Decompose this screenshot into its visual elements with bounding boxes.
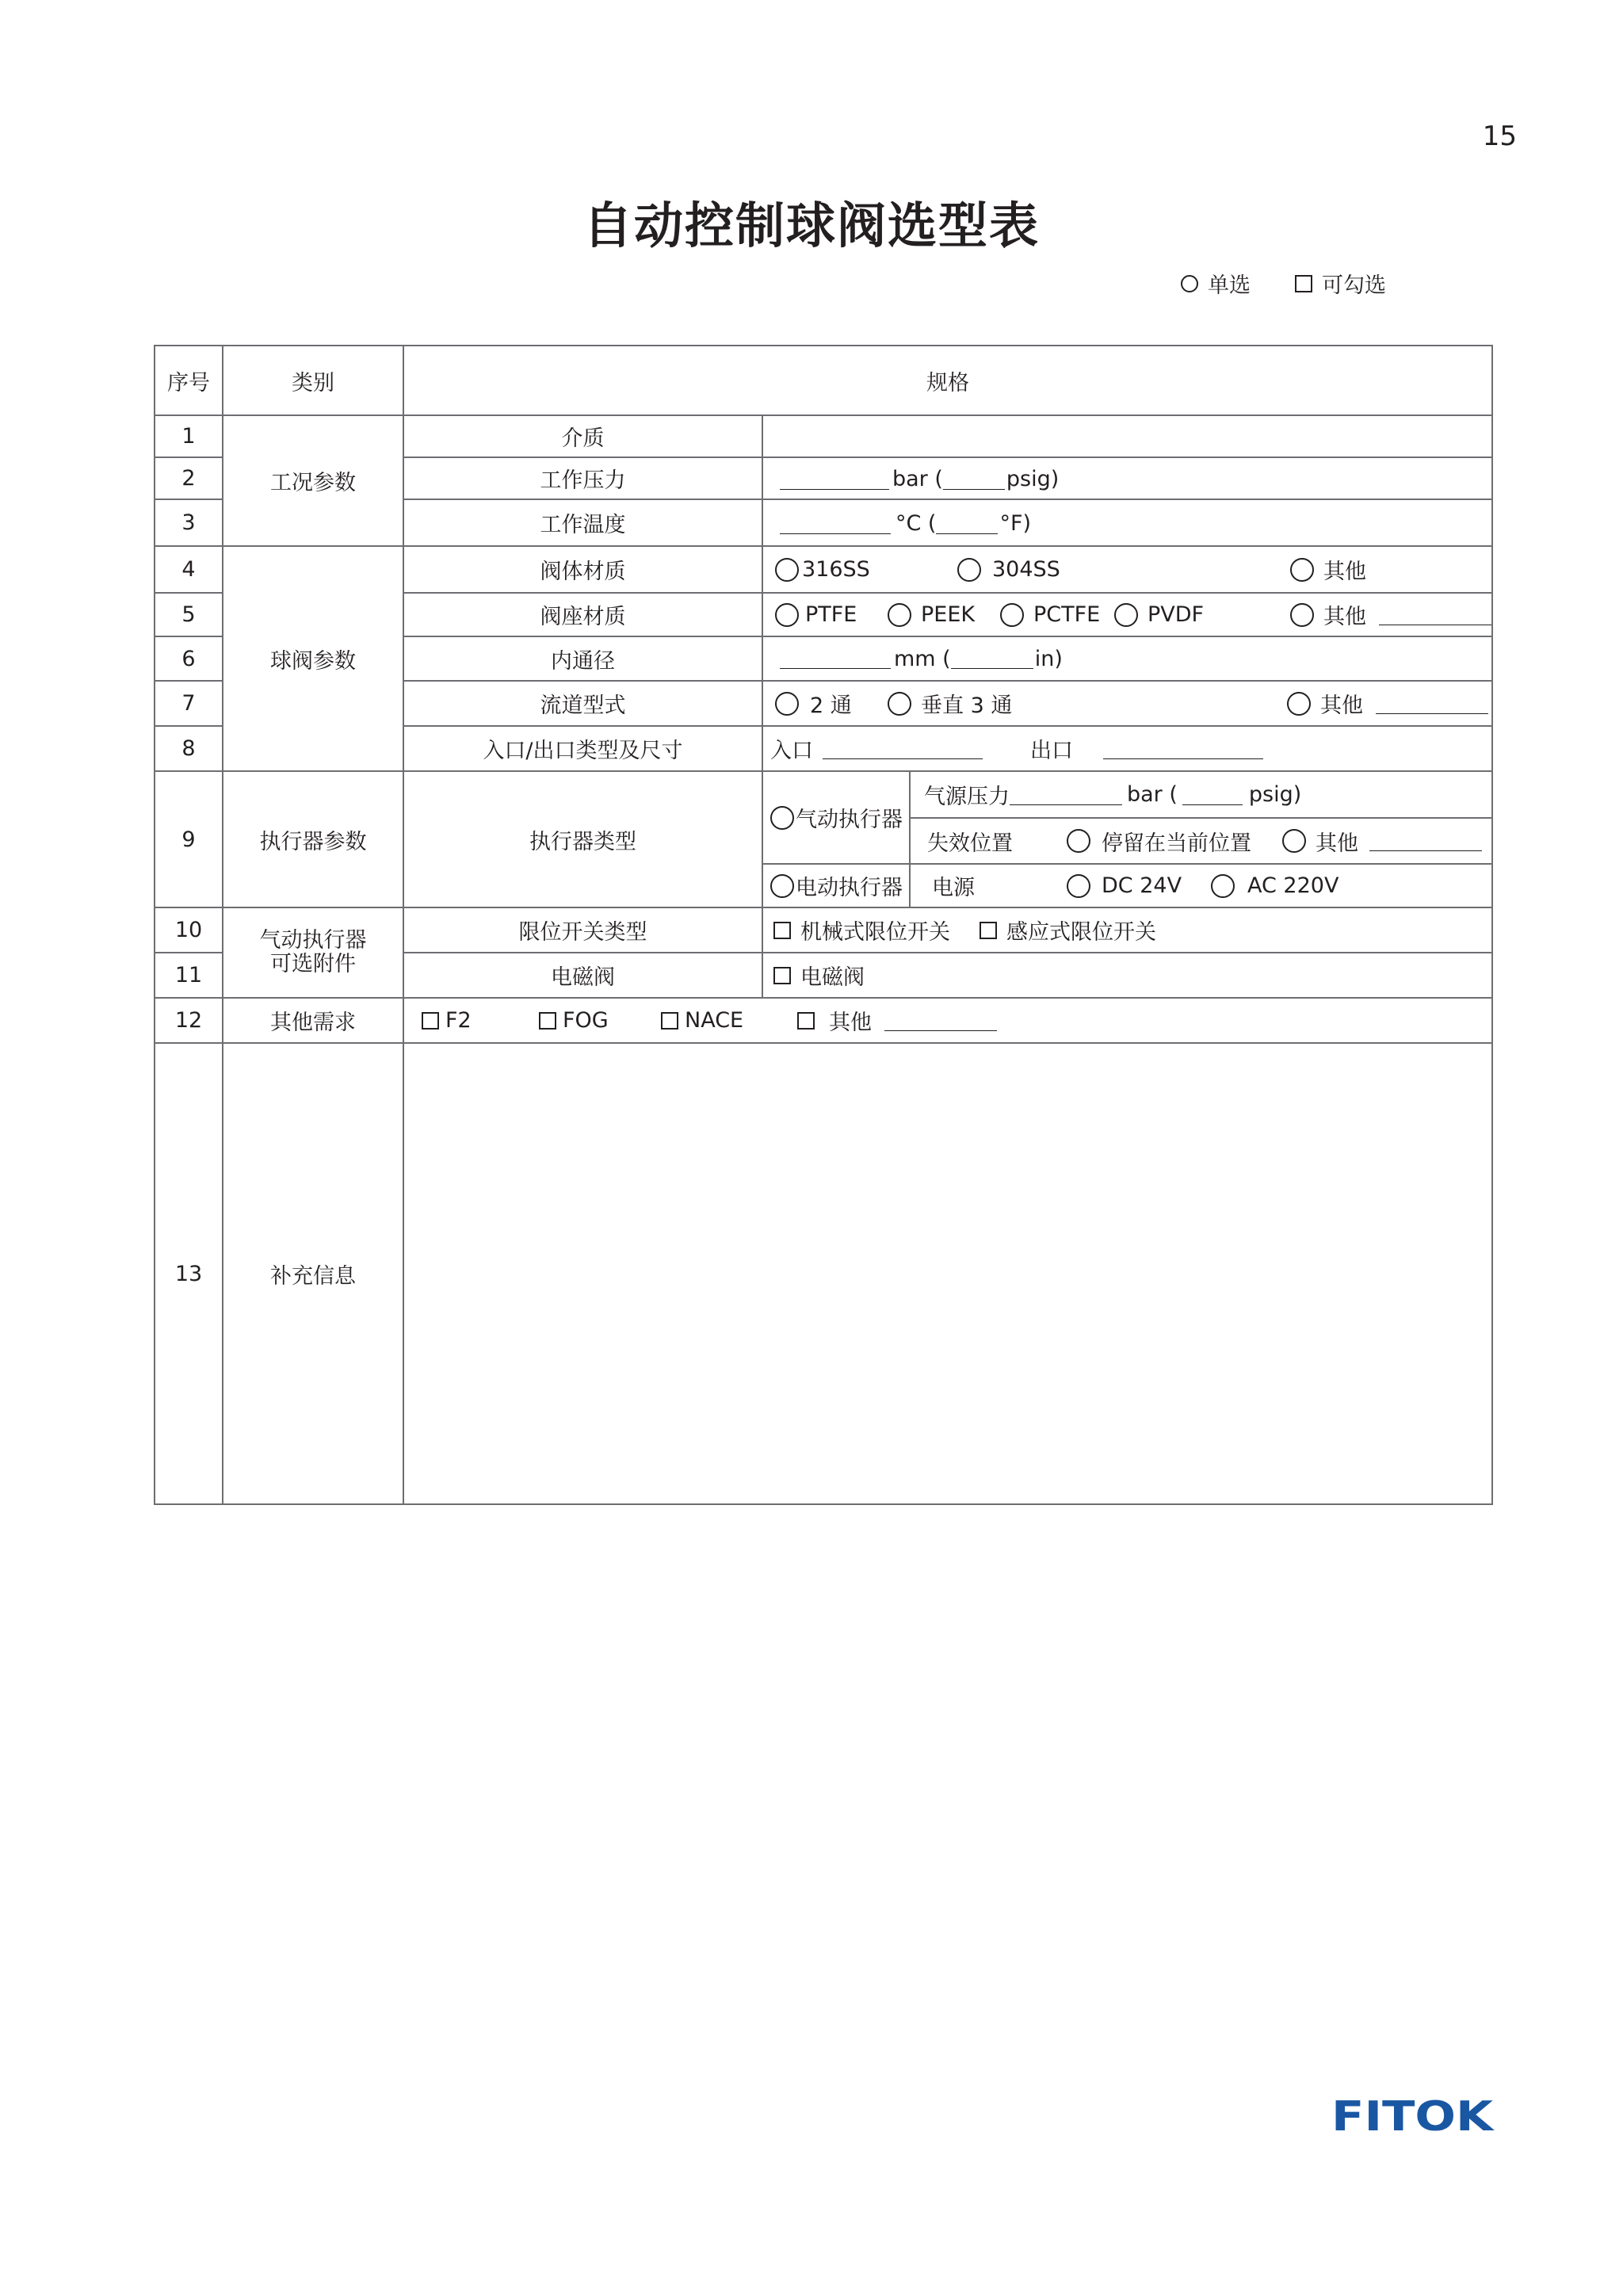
seq-1: 1 (181, 424, 196, 449)
radio-icon[interactable] (1287, 692, 1311, 716)
seat-other-label: 其他 (1323, 605, 1366, 629)
seq-4: 4 (181, 557, 196, 582)
pressure-field (780, 460, 1059, 499)
radio-icon (1181, 275, 1198, 292)
radio-icon[interactable] (1067, 829, 1090, 853)
flow-other-label: 其他 (1320, 693, 1363, 718)
body-304ss-option[interactable] (957, 547, 1060, 592)
limit-inductive-label: 感应式限位开关 (1006, 920, 1156, 945)
seq-3: 3 (181, 510, 196, 535)
air-pressure-field (924, 772, 1301, 817)
fail-other-input[interactable] (1369, 831, 1482, 851)
actuator-electric-option[interactable] (770, 865, 903, 907)
outlet-input[interactable] (1103, 739, 1263, 759)
radio-icon[interactable] (957, 558, 981, 582)
checkbox-icon (1295, 275, 1312, 292)
legend-single (1181, 268, 1251, 299)
checkbox-icon[interactable] (980, 922, 997, 939)
temperature-f-unit: °F) (999, 511, 1032, 536)
body-other-option[interactable] (1290, 547, 1366, 592)
seat-peek-label: PEEK (921, 602, 976, 627)
pressure-bar-unit: bar ( (892, 467, 943, 491)
seat-pvdf-label: PVDF (1148, 602, 1205, 627)
radio-icon[interactable] (1290, 558, 1314, 582)
header-spec: 规格 (926, 370, 969, 395)
radio-icon[interactable] (775, 558, 799, 582)
actuator-electric-label: 电动执行器 (796, 876, 903, 900)
power-dc-label: DC 24V (1102, 873, 1182, 898)
inlet-label: 入口 (770, 739, 813, 763)
inlet-field (770, 727, 983, 770)
temperature-field (780, 502, 1031, 545)
radio-icon[interactable] (1211, 874, 1235, 898)
fitok-logo (1331, 2095, 1495, 2135)
grid-line (909, 770, 911, 907)
category-accessory-line2: 可选附件 (270, 952, 356, 976)
power-ac-option[interactable] (1211, 865, 1338, 907)
seat-pctfe-option[interactable] (1000, 594, 1100, 636)
other-f2-option[interactable] (422, 999, 472, 1042)
label-flow-pattern: 流道型式 (540, 693, 626, 718)
seq-10: 10 (174, 918, 203, 942)
pressure-psig-unit: psig) (1006, 467, 1060, 491)
other-misc-option[interactable] (797, 999, 997, 1042)
checkbox-icon[interactable] (773, 967, 791, 984)
outlet-field (1030, 727, 1263, 770)
seq-12: 12 (174, 1008, 203, 1033)
category-accessory (223, 908, 403, 997)
radio-icon[interactable] (770, 874, 794, 898)
outlet-label: 出口 (1030, 739, 1073, 763)
flow-3way-label: 垂直 3 通 (921, 693, 1013, 718)
radio-icon[interactable] (1282, 829, 1306, 853)
temperature-c-unit: °C ( (896, 511, 937, 536)
air-pressure-bar-input[interactable] (1010, 785, 1122, 805)
fail-position-label: 失效位置 (927, 831, 1013, 856)
inlet-input[interactable] (823, 739, 983, 759)
legend (1181, 268, 1386, 299)
category-other: 其他需求 (270, 1010, 356, 1035)
checkbox-icon[interactable] (539, 1012, 556, 1030)
solenoid-option[interactable] (773, 953, 865, 997)
flow-other-option[interactable] (1287, 682, 1488, 725)
bore-in-input[interactable] (951, 648, 1033, 669)
body-316ss-label: 316SS (802, 557, 870, 582)
page-title: 自动控制球阀选型表 (582, 197, 1040, 254)
other-nace-option[interactable] (661, 999, 743, 1042)
label-bore: 内通径 (551, 648, 615, 674)
radio-icon[interactable] (1290, 603, 1314, 627)
other-fog-label: FOG (563, 1008, 609, 1033)
seq-9: 9 (181, 827, 196, 852)
label-temperature: 工作温度 (540, 513, 626, 537)
label-solenoid: 电磁阀 (551, 965, 615, 990)
air-pressure-label: 气源压力 (924, 785, 1010, 809)
seat-ptfe-option[interactable] (775, 594, 857, 636)
legend-multi (1295, 268, 1386, 299)
power-ac-label: AC 220V (1247, 873, 1339, 898)
category-supplement: 补充信息 (270, 1263, 356, 1289)
power-dc-option[interactable] (1067, 865, 1182, 907)
bore-mm-input[interactable] (780, 648, 891, 669)
fitok-logo-text: FITOK (1331, 2095, 1495, 2135)
radio-icon[interactable] (888, 603, 911, 627)
label-limit-switch: 限位开关类型 (518, 920, 647, 945)
temperature-f-input[interactable] (936, 514, 998, 534)
seat-pctfe-label: PCTFE (1033, 602, 1101, 627)
limit-mechanical-label: 机械式限位开关 (800, 920, 950, 945)
category-working: 工况参数 (270, 471, 356, 495)
fail-other-option[interactable] (1282, 819, 1482, 863)
bore-in-unit: in) (1034, 646, 1063, 671)
air-pressure-psig-input[interactable] (1182, 785, 1243, 805)
supplement-textarea[interactable] (404, 1044, 1491, 1503)
fail-stay-label: 停留在当前位置 (1102, 831, 1251, 856)
seq-5: 5 (181, 602, 196, 627)
radio-icon[interactable] (1067, 874, 1090, 898)
seq-7: 7 (181, 691, 196, 716)
checkbox-icon[interactable] (422, 1012, 439, 1030)
checkbox-icon[interactable] (661, 1012, 678, 1030)
body-316ss-option[interactable] (775, 547, 870, 592)
bore-mm-unit: mm ( (894, 646, 951, 671)
fail-other-label: 其他 (1316, 831, 1358, 856)
actuator-pneumatic-label: 气动执行器 (796, 808, 903, 832)
seat-ptfe-label: PTFE (805, 602, 857, 627)
grid-line (762, 415, 763, 997)
checkbox-icon[interactable] (797, 1012, 815, 1030)
category-actuator: 执行器参数 (259, 829, 367, 854)
air-pressure-psig-unit: psig) (1248, 782, 1302, 807)
label-pressure: 工作压力 (540, 468, 626, 493)
limit-inductive-option[interactable] (980, 908, 1156, 952)
legend-single-label: 单选 (1208, 273, 1251, 298)
seq-2: 2 (181, 466, 196, 491)
category-accessory-line1: 气动执行器 (259, 928, 367, 953)
bore-field (780, 637, 1063, 680)
body-304ss-label: 304SS (992, 557, 1060, 582)
other-nace-label: NACE (685, 1008, 744, 1033)
body-other-label: 其他 (1323, 560, 1366, 584)
flow-3way-option[interactable] (888, 682, 1012, 725)
radio-icon[interactable] (1114, 603, 1138, 627)
flow-2way-label: 2 通 (810, 693, 852, 718)
radio-icon[interactable] (1000, 603, 1024, 627)
seat-other-input[interactable] (1379, 605, 1491, 625)
seat-pvdf-option[interactable] (1114, 594, 1204, 636)
checkbox-icon[interactable] (773, 922, 791, 939)
limit-mechanical-option[interactable] (773, 908, 950, 952)
seq-8: 8 (181, 736, 196, 761)
radio-icon[interactable] (775, 603, 799, 627)
label-connection: 入口/出口类型及尺寸 (483, 739, 683, 763)
label-medium: 介质 (561, 426, 605, 451)
label-body-material: 阀体材质 (540, 560, 626, 584)
page-number: 15 (1482, 120, 1517, 152)
seq-11: 11 (174, 963, 203, 988)
temperature-c-input[interactable] (780, 514, 891, 534)
seq-13: 13 (174, 1261, 203, 1286)
power-label: 电源 (932, 876, 975, 900)
pressure-psig-input[interactable] (943, 469, 1005, 490)
air-pressure-bar-unit: bar ( (1127, 782, 1178, 807)
header-category: 类别 (292, 370, 334, 395)
other-misc-input[interactable] (884, 1010, 997, 1031)
flow-2way-option[interactable] (775, 682, 852, 725)
seat-peek-option[interactable] (888, 594, 975, 636)
other-fog-option[interactable] (539, 999, 609, 1042)
fail-stay-option[interactable] (1067, 819, 1251, 863)
seq-6: 6 (181, 646, 196, 671)
header-seq: 序号 (167, 370, 210, 395)
solenoid-label: 电磁阀 (800, 965, 865, 990)
radio-icon[interactable] (888, 692, 911, 716)
actuator-pneumatic-option[interactable] (770, 772, 903, 863)
category-valve: 球阀参数 (270, 648, 356, 674)
selection-form-table (154, 345, 1493, 1505)
flow-other-input[interactable] (1376, 693, 1488, 714)
legend-multi-label: 可勾选 (1322, 273, 1386, 298)
label-seat-material: 阀座材质 (540, 605, 626, 629)
other-misc-label: 其他 (829, 1010, 872, 1035)
pressure-bar-input[interactable] (780, 469, 889, 490)
radio-icon[interactable] (775, 692, 799, 716)
seat-other-option[interactable] (1290, 594, 1491, 636)
radio-icon[interactable] (770, 806, 794, 830)
other-f2-label: F2 (445, 1008, 472, 1033)
label-actuator-type: 执行器类型 (529, 829, 636, 854)
